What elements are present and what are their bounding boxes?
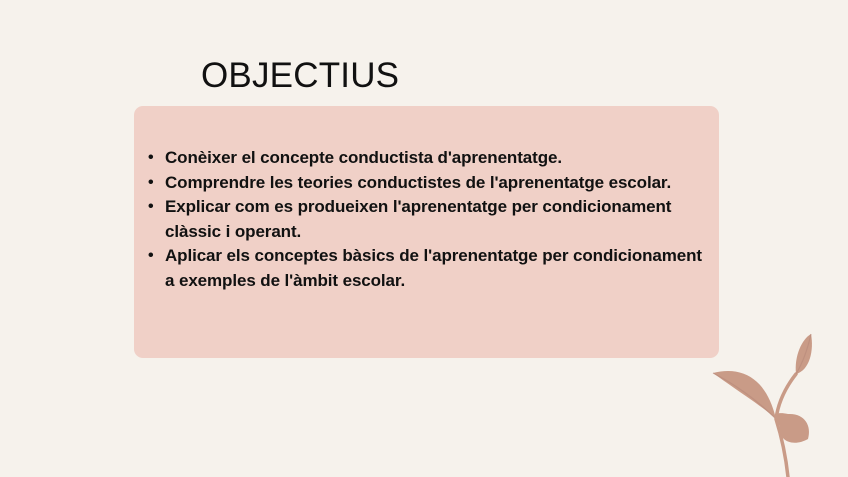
plant-sprig-icon bbox=[706, 326, 848, 477]
objective-item bbox=[148, 146, 708, 171]
objectives-box bbox=[134, 106, 719, 358]
objective-text: Explicar com es produeixen l'aprenentatge per condicionament clàssic i operant. bbox=[165, 197, 672, 241]
bullet-icon: • bbox=[148, 198, 154, 215]
bullet-icon: • bbox=[148, 173, 154, 191]
bullet-icon: • bbox=[148, 247, 154, 264]
objective-item bbox=[148, 195, 708, 244]
objective-item bbox=[148, 244, 708, 293]
objective-text: Comprendre les teories conductistes de l'aprenentatge escolar. bbox=[165, 172, 672, 192]
objective-text: Aplicar els conceptes bàsics de l'aprenentatge per condicionament a exemples de l'àmbit escolar. bbox=[165, 246, 702, 290]
objective-text: Conèixer el concepte conductista d'aprenentatge. bbox=[165, 148, 562, 167]
slide-title: OBJECTIUS bbox=[201, 56, 400, 95]
objectives-list bbox=[148, 146, 708, 293]
bullet-icon: • bbox=[148, 149, 154, 166]
objective-item bbox=[148, 171, 708, 196]
